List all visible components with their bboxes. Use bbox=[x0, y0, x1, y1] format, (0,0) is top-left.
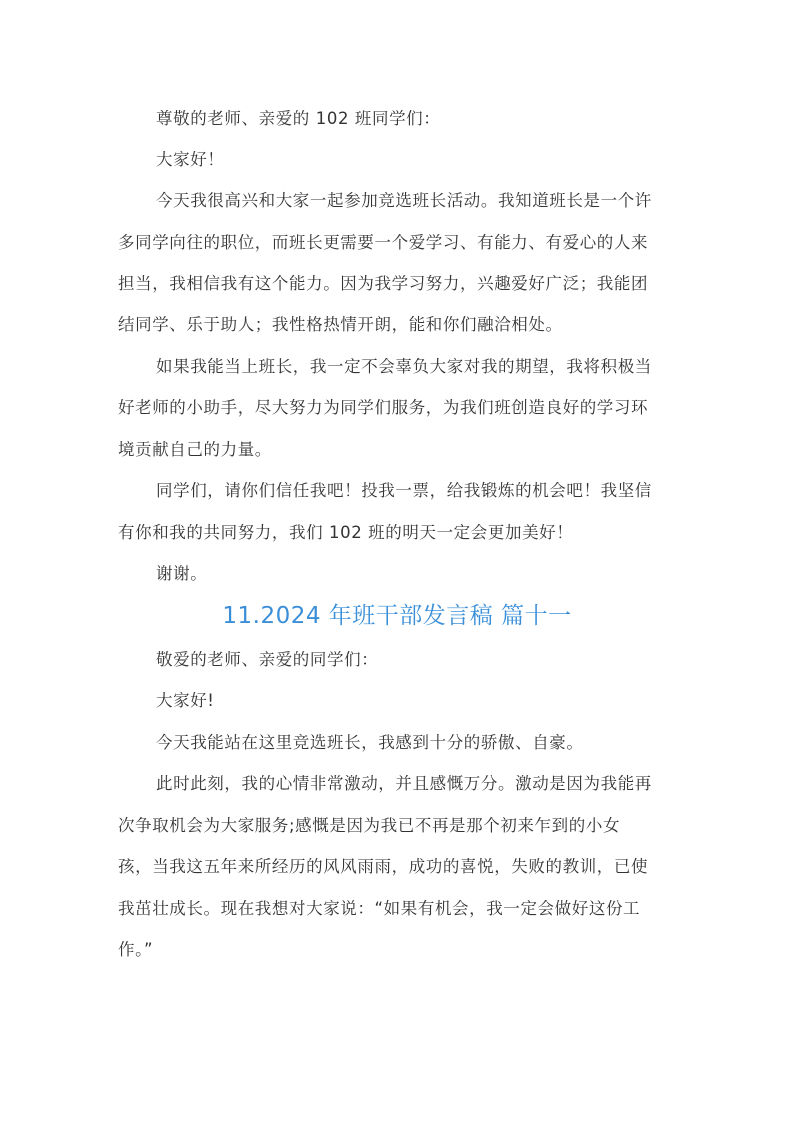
section-heading: 11.2024 年班干部发言稿 篇十一 bbox=[222, 603, 572, 629]
salutation-2: 敬爱的老师、亲爱的同学们： bbox=[156, 650, 379, 669]
paragraph-line: 作。” bbox=[118, 940, 154, 959]
paragraph-line: 境贡献自己的力量。 bbox=[118, 440, 272, 459]
paragraph-line: 我茁壮成长。现在我想对大家说：“如果有机会，我一定会做好这份工 bbox=[118, 899, 641, 918]
paragraph-line: 担当，我相信我有这个能力。因为我学习努力，兴趣爱好广泛；我能团 bbox=[118, 274, 649, 293]
salutation-1: 尊敬的老师、亲爱的 102 班同学们： bbox=[156, 109, 441, 128]
paragraph-line: 有你和我的共同努力，我们 102 班的明天一定会更加美好！ bbox=[118, 523, 574, 542]
paragraph-line: 今天我能站在这里竞选班长，我感到十分的骄傲、自豪。 bbox=[156, 733, 584, 752]
paragraph-line: 此时此刻，我的心情非常激动，并且感慨万分。激动是因为我能再 bbox=[156, 774, 652, 793]
paragraph-line: 同学们，请你们信任我吧！投我一票，给我锻炼的机会吧！我坚信 bbox=[156, 481, 652, 500]
greeting-1: 大家好！ bbox=[156, 150, 225, 169]
paragraph-line: 次争取机会为大家服务;感慨是因为我已不再是那个初来乍到的小女 bbox=[118, 816, 621, 835]
paragraph-line: 孩，当我这五年来所经历的风风雨雨，成功的喜悦，失败的教训，已使 bbox=[118, 857, 649, 876]
thanks-line: 谢谢。 bbox=[156, 564, 208, 583]
paragraph-line: 今天我很高兴和大家一起参加竞选班长活动。我知道班长是一个许 bbox=[156, 191, 652, 210]
greeting-2: 大家好! bbox=[156, 691, 215, 710]
paragraph-line: 如果我能当上班长，我一定不会辜负大家对我的期望，我将积极当 bbox=[156, 357, 652, 376]
paragraph-line: 好老师的小助手，尽大努力为同学们服务，为我们班创造良好的学习环 bbox=[118, 398, 649, 417]
paragraph-line: 结同学、乐于助人；我性格热情开朗，能和你们融洽相处。 bbox=[118, 315, 563, 334]
paragraph-line: 多同学向往的职位，而班长更需要一个爱学习、有能力、有爱心的人来 bbox=[118, 233, 649, 252]
